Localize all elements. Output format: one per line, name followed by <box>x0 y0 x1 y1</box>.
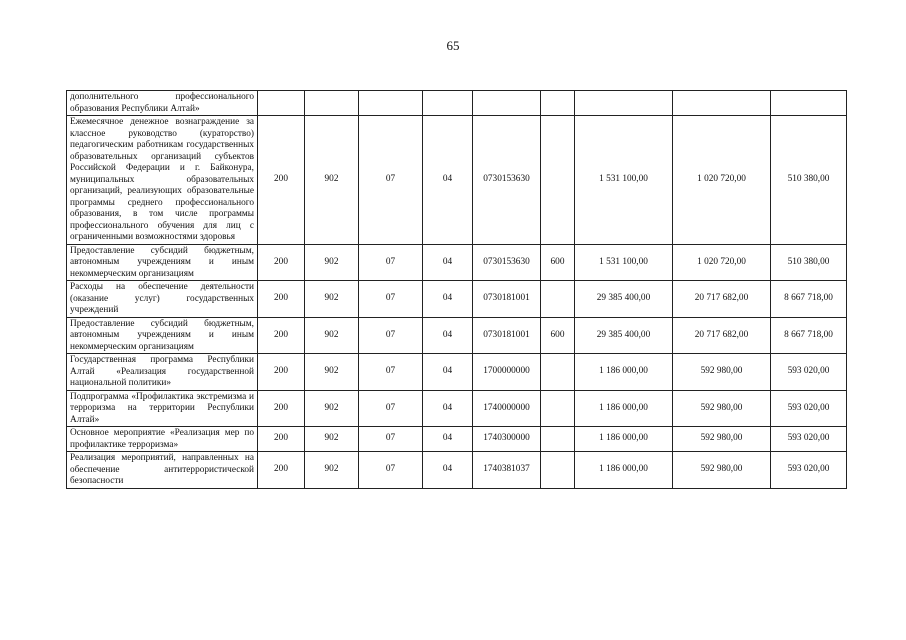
target-article-code: 1740300000 <box>473 427 541 452</box>
subsection-code: 04 <box>423 281 473 318</box>
amount-2: 1 020 720,00 <box>673 116 771 245</box>
expense-name: Предоставление субсидий бюджетным, автономным учреждениям и иным некоммерческим организациям <box>67 244 258 281</box>
subsection-code: 04 <box>423 244 473 281</box>
expense-name: Государственная программа Республики Алтай «Реализация государственной национальной политики» <box>67 354 258 391</box>
amount-2: 1 020 720,00 <box>673 244 771 281</box>
subsection-code: 04 <box>423 427 473 452</box>
admin-code: 200 <box>258 354 305 391</box>
admin-code: 200 <box>258 452 305 489</box>
section-code: 07 <box>359 354 423 391</box>
department-code: 902 <box>305 244 359 281</box>
amount-1: 1 531 100,00 <box>575 116 673 245</box>
amount-2: 592 980,00 <box>673 354 771 391</box>
expense-name: Подпрограмма «Профилактика экстремизма и терроризма на территории Республики Алтай» <box>67 390 258 427</box>
expense-type-code <box>541 91 575 116</box>
expense-name: Расходы на обеспечение деятельности (оказание услуг) государственных учреждений <box>67 281 258 318</box>
admin-code: 200 <box>258 281 305 318</box>
target-article-code: 1740000000 <box>473 390 541 427</box>
expense-name: Реализация мероприятий, направленных на обеспечение антитеррористической безопасности <box>67 452 258 489</box>
table-row <box>67 427 847 452</box>
target-article-code: 1740381037 <box>473 452 541 489</box>
amount-2: 592 980,00 <box>673 427 771 452</box>
table-row <box>67 452 847 489</box>
amount-3: 593 020,00 <box>771 452 847 489</box>
amount-2: 592 980,00 <box>673 390 771 427</box>
amount-1: 1 186 000,00 <box>575 354 673 391</box>
table-row <box>67 244 847 281</box>
amount-1 <box>575 91 673 116</box>
amount-3: 593 020,00 <box>771 354 847 391</box>
expense-type-code <box>541 390 575 427</box>
expense-type-code <box>541 427 575 452</box>
expense-name: Предоставление субсидий бюджетным, автономным учреждениям и иным некоммерческим организациям <box>67 317 258 354</box>
budget-table-body <box>67 91 847 489</box>
section-code: 07 <box>359 427 423 452</box>
subsection-code: 04 <box>423 390 473 427</box>
amount-1: 29 385 400,00 <box>575 281 673 318</box>
amount-3: 8 667 718,00 <box>771 281 847 318</box>
section-code <box>359 91 423 116</box>
amount-1: 29 385 400,00 <box>575 317 673 354</box>
department-code: 902 <box>305 427 359 452</box>
target-article-code: 1700000000 <box>473 354 541 391</box>
amount-2: 592 980,00 <box>673 452 771 489</box>
department-code: 902 <box>305 317 359 354</box>
amount-1: 1 531 100,00 <box>575 244 673 281</box>
admin-code: 200 <box>258 317 305 354</box>
admin-code <box>258 91 305 116</box>
target-article-code: 0730153630 <box>473 116 541 245</box>
amount-3: 510 380,00 <box>771 244 847 281</box>
amount-1: 1 186 000,00 <box>575 427 673 452</box>
amount-2: 20 717 682,00 <box>673 317 771 354</box>
table-row <box>67 354 847 391</box>
budget-table <box>66 90 847 489</box>
table-row <box>67 116 847 245</box>
subsection-code <box>423 91 473 116</box>
amount-3: 8 667 718,00 <box>771 317 847 354</box>
expense-type-code <box>541 116 575 245</box>
section-code: 07 <box>359 390 423 427</box>
table-row <box>67 281 847 318</box>
section-code: 07 <box>359 116 423 245</box>
amount-1: 1 186 000,00 <box>575 452 673 489</box>
expense-name: Основное мероприятие «Реализация мер по профилактике терроризма» <box>67 427 258 452</box>
amount-3: 593 020,00 <box>771 390 847 427</box>
admin-code: 200 <box>258 244 305 281</box>
target-article-code: 0730181001 <box>473 281 541 318</box>
amount-1: 1 186 000,00 <box>575 390 673 427</box>
amount-2 <box>673 91 771 116</box>
table-row <box>67 390 847 427</box>
expense-type-code: 600 <box>541 317 575 354</box>
table-row <box>67 317 847 354</box>
subsection-code: 04 <box>423 354 473 391</box>
admin-code: 200 <box>258 427 305 452</box>
table-row <box>67 91 847 116</box>
department-code: 902 <box>305 452 359 489</box>
expense-type-code <box>541 452 575 489</box>
amount-3: 593 020,00 <box>771 427 847 452</box>
department-code: 902 <box>305 116 359 245</box>
target-article-code: 0730181001 <box>473 317 541 354</box>
department-code <box>305 91 359 116</box>
target-article-code <box>473 91 541 116</box>
department-code: 902 <box>305 281 359 318</box>
expense-name: дополнительного профессионального образования Республики Алтай» <box>67 91 258 116</box>
expense-type-code <box>541 281 575 318</box>
expense-type-code <box>541 354 575 391</box>
section-code: 07 <box>359 317 423 354</box>
section-code: 07 <box>359 452 423 489</box>
expense-type-code: 600 <box>541 244 575 281</box>
amount-3 <box>771 91 847 116</box>
target-article-code: 0730153630 <box>473 244 541 281</box>
section-code: 07 <box>359 244 423 281</box>
subsection-code: 04 <box>423 452 473 489</box>
amount-2: 20 717 682,00 <box>673 281 771 318</box>
subsection-code: 04 <box>423 116 473 245</box>
department-code: 902 <box>305 390 359 427</box>
page-number: 65 <box>446 38 460 53</box>
amount-3: 510 380,00 <box>771 116 847 245</box>
section-code: 07 <box>359 281 423 318</box>
subsection-code: 04 <box>423 317 473 354</box>
admin-code: 200 <box>258 390 305 427</box>
department-code: 902 <box>305 354 359 391</box>
admin-code: 200 <box>258 116 305 245</box>
expense-name: Ежемесячное денежное вознаграждение за классное руководство (кураторство) педагогическим работникам государственных образовательных организаций субъектов Российской Федерации и г. Байконура, муниципальных образовательных организаций, реализующих образовательные программы среднего профессионального образования, в том числе программы профессионального обучения для лиц с ограниченными возможностями здоровья <box>67 116 258 245</box>
